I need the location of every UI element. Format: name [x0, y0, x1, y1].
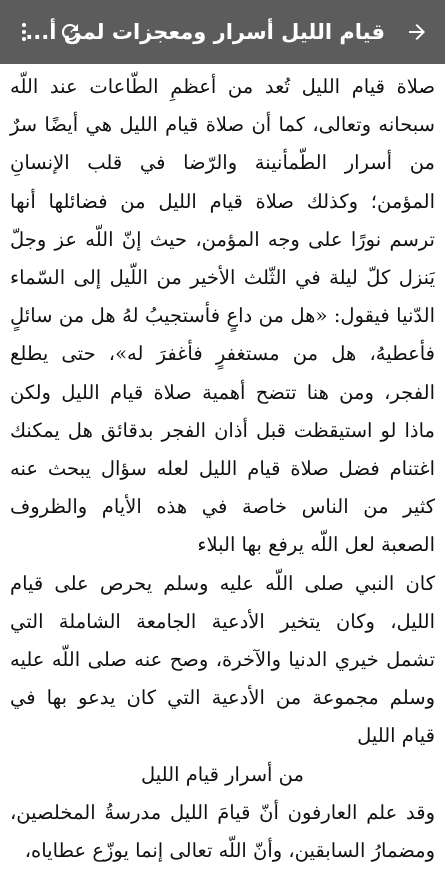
article-subheading: من أسرار قيام الليل: [141, 762, 304, 786]
app-bar: [0, 0, 445, 64]
arrow-forward-icon[interactable]: [397, 12, 437, 52]
article-paragraph: كان النبي صلى اللّه عليه وسلم يحرص على قيام الليل، وكان يتخير الأدعية الجامعة الشاملة التي تشمل خيري الدنيا والآخرة، وصح عنه صلى اللّه عليه وسلم مجموعة من الأدعية التي كان يدعو بها في قيام الليل: [10, 571, 435, 748]
article-body[interactable]: [0, 64, 445, 863]
page-title: قيام الليل أسرار ومعجزات لمن أ...: [25, 20, 385, 44]
article-paragraph: صلاة قيام الليل تُعد من أعظمِ الطّاعات عند اللّه سبحانه وتعالى، كما أن صلاة قيام الليل هي أيضًا سرٌ من أسرار الطّمأنينة والرّضا في قلب الإنسانِ المؤمن؛ وكذلك صلاة قيام الليل من فضائلها أنها ترسم نورًا على وجه المؤمن، حيث إنّ اللّه عز وجلّ يَنزل كلّ ليلة في الثّلث الأخير من اللّيل إلى السّماء الدّنيا فيقول: «هل من داعٍ فأستجيبُ لهُ هل من سائلٍ فأعطيهُ، هل من مستغفرٍ فأغفرَ له»، حتى يطلع الفجر، ومن هنا تتضح أهمية صلاة قيام الليل ولكن ماذا لو استيقظت قبل أذان الفجر بدقائق هل يمكنك اغتنام فضل صلاة قيام الليل لعله سؤال يبحث عنه كثير من الناس خاصة في هذه الأيام والظروف الصعبة لعل اللّه يرفع بها البلاء: [10, 75, 435, 557]
article-paragraph: وقد علم العارفون أنّ قيامَ الليل مدرسةُ المخلصين، ومضمارُ السابقين، وأنّ اللّه تعالى إنما يوزّع عطاياه،: [10, 800, 435, 863]
